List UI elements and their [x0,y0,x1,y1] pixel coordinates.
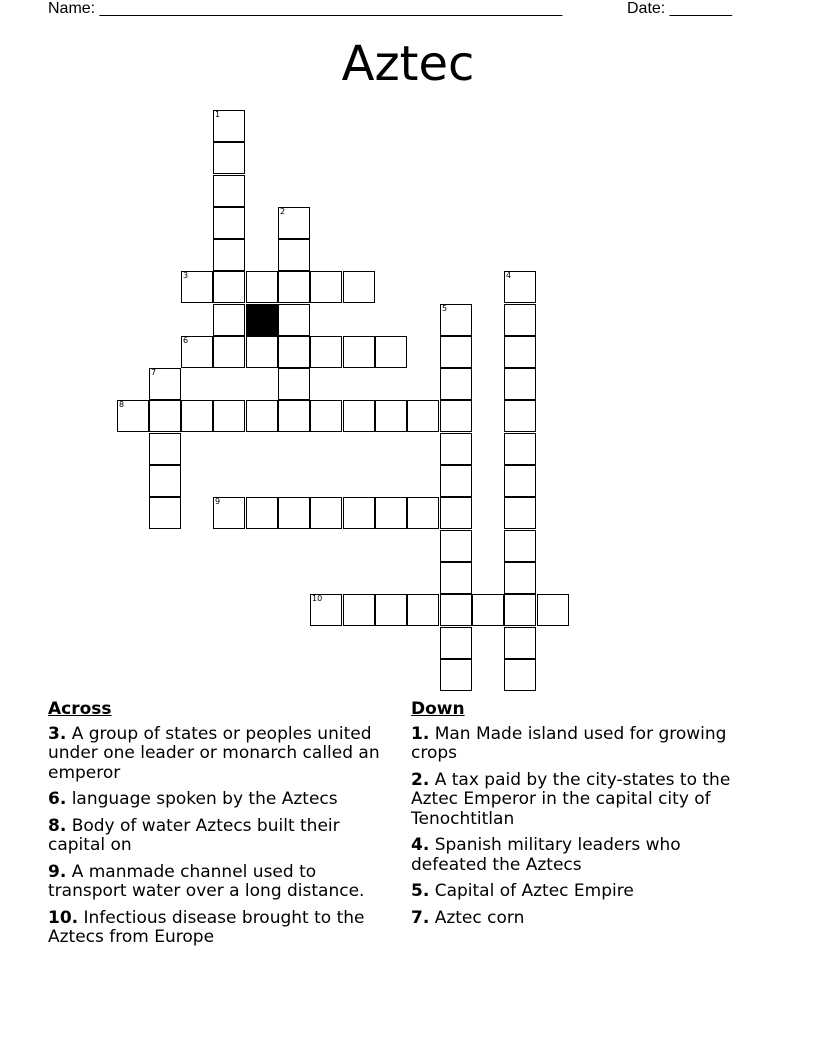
grid-cell[interactable] [181,271,213,303]
grid-cell[interactable] [343,400,375,432]
cell-number: 5 [442,304,448,313]
grid-cell[interactable] [504,304,536,336]
grid-cell[interactable] [472,594,504,626]
down-heading: Down [411,699,465,719]
grid-cell[interactable] [278,368,310,400]
clue-number: 1. [411,723,430,744]
grid-cell[interactable] [343,497,375,529]
across-clues [48,700,398,955]
grid-cell[interactable] [375,594,407,626]
cell-number: 3 [183,271,189,280]
grid-cell[interactable] [343,336,375,368]
grid-cell[interactable] [310,400,342,432]
grid-cell[interactable] [181,336,213,368]
clue-item [411,909,761,929]
grid-cell[interactable] [440,497,472,529]
clue-item [48,863,398,902]
grid-cell[interactable] [310,594,342,626]
clue-item [411,836,761,875]
grid-cell[interactable] [440,530,472,562]
grid-cell[interactable] [278,207,310,239]
grid-cell[interactable] [213,142,245,174]
grid-cell[interactable] [504,271,536,303]
grid-cell[interactable] [440,659,472,691]
grid-cell[interactable] [278,304,310,336]
cell-number: 6 [183,336,189,345]
clue-item [48,790,398,810]
grid-cell[interactable] [504,433,536,465]
clue-item [411,882,761,902]
grid-cell[interactable] [213,207,245,239]
grid-cell[interactable] [440,627,472,659]
clue-number: 3. [48,723,67,744]
grid-cell[interactable] [375,400,407,432]
across-heading: Across [48,699,112,719]
grid-cell[interactable] [213,400,245,432]
grid-cell[interactable] [440,562,472,594]
grid-cell[interactable] [407,400,439,432]
clue-text: Infectious disease brought to the Aztecs from Europe [48,907,365,947]
grid-cell[interactable] [440,400,472,432]
black-square [246,304,278,336]
grid-cell[interactable] [440,594,472,626]
clue-number: 6. [48,789,67,809]
grid-cell[interactable] [213,497,245,529]
grid-cell[interactable] [213,336,245,368]
clue-item [48,725,398,784]
grid-cell[interactable] [310,497,342,529]
date-field[interactable]: Date: _______ [627,0,732,17]
grid-cell[interactable] [504,594,536,626]
grid-cell[interactable] [278,239,310,271]
clue-number: 4. [411,835,430,855]
grid-cell[interactable] [213,110,245,142]
grid-cell[interactable] [504,627,536,659]
clue-item [411,771,761,830]
grid-cell[interactable] [310,336,342,368]
cell-number: 10 [312,594,323,603]
grid-cell[interactable] [246,400,278,432]
grid-cell[interactable] [504,368,536,400]
clue-item [411,725,761,764]
clue-text: Capital of Aztec Empire [434,881,634,901]
grid-cell[interactable] [246,271,278,303]
clue-text: language spoken by the Aztecs [71,789,338,809]
grid-cell[interactable] [278,497,310,529]
grid-cell[interactable] [504,562,536,594]
clue-item [48,817,398,856]
grid-cell[interactable] [246,336,278,368]
grid-cell[interactable] [278,336,310,368]
grid-cell[interactable] [504,530,536,562]
grid-cell[interactable] [213,271,245,303]
clue-text: Body of water Aztecs built their capital on [48,815,340,855]
grid-cell[interactable] [504,465,536,497]
grid-cell[interactable] [310,271,342,303]
cell-number: 9 [215,497,221,506]
grid-cell[interactable] [149,368,181,400]
grid-cell[interactable] [440,433,472,465]
clue-number: 10. [48,907,79,928]
grid-cell[interactable] [375,497,407,529]
grid-cell[interactable] [440,465,472,497]
cell-number: 4 [506,271,512,280]
grid-cell[interactable] [213,175,245,207]
cell-number: 2 [280,207,286,216]
grid-cell[interactable] [149,433,181,465]
name-field[interactable]: Name: ____________________________________________________ [48,0,563,17]
grid-cell[interactable] [504,659,536,691]
cell-number: 8 [119,400,125,409]
clue-text: Man Made island used for growing crops [411,723,727,763]
clue-number: 8. [48,815,67,836]
grid-cell[interactable] [440,304,472,336]
grid-cell[interactable] [278,271,310,303]
grid-cell[interactable] [407,497,439,529]
grid-cell[interactable] [149,400,181,432]
grid-cell[interactable] [246,497,278,529]
grid-cell[interactable] [375,336,407,368]
grid-cell[interactable] [149,465,181,497]
grid-cell[interactable] [181,400,213,432]
clue-text: A tax paid by the city-states to the Aztec Emperor in the capital city of Tenochtitlan [411,769,731,829]
cell-number: 7 [151,368,157,377]
grid-cell[interactable] [504,336,536,368]
grid-cell[interactable] [213,304,245,336]
grid-cell[interactable] [407,594,439,626]
grid-cell[interactable] [537,594,569,626]
clue-text: Spanish military leaders who defeated the Aztecs [411,835,681,875]
grid-cell[interactable] [117,400,149,432]
clue-text: A manmade channel used to transport water over a long distance. [48,861,365,901]
clue-number: 9. [48,861,67,882]
grid-cell[interactable] [213,239,245,271]
grid-cell[interactable] [504,400,536,432]
clue-item [48,909,398,948]
grid-cell[interactable] [149,497,181,529]
cell-number: 1 [215,110,221,119]
grid-cell[interactable] [343,271,375,303]
grid-cell[interactable] [440,336,472,368]
clue-number: 5. [411,881,430,901]
grid-cell[interactable] [278,400,310,432]
grid-cell[interactable] [343,594,375,626]
clue-number: 2. [411,769,430,790]
clue-text: Aztec corn [434,907,525,928]
page-title: Aztec [341,36,475,92]
grid-cell[interactable] [440,368,472,400]
down-clues [411,700,761,935]
grid-cell[interactable] [504,497,536,529]
clue-text: A group of states or peoples united under one leader or monarch called an emperor [48,723,380,783]
clue-number: 7. [411,907,430,928]
